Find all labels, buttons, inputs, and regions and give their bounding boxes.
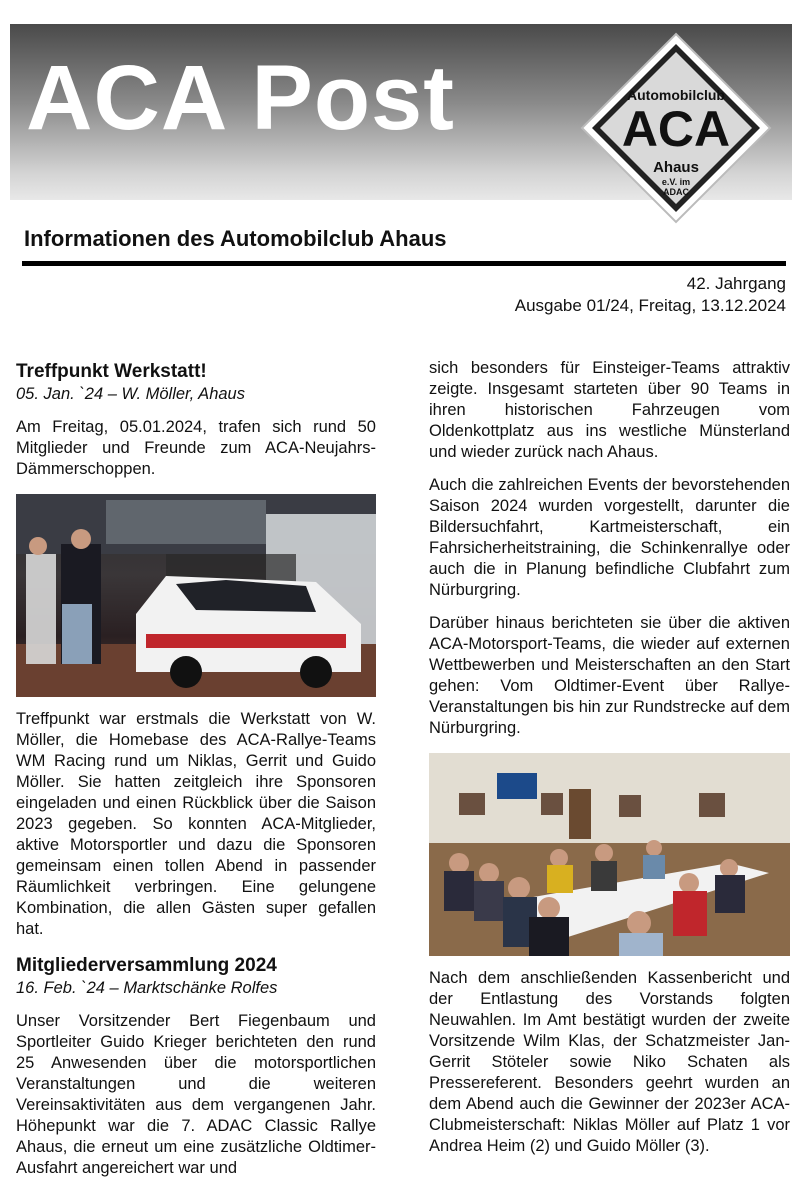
issue-edition: Ausgabe 01/24, Freitag, 13.12.2024 bbox=[514, 296, 786, 315]
photo-workshop-rally-car bbox=[16, 494, 376, 697]
article-paragraph: Darüber hinaus berichteten sie über die aktiven ACA-Motorsport-Teams, die wieder auf externen Wettbewerben und Meisterschaften an den Start gehen: Vom Oldtimer-Event über Rallye-Veranstaltungen bis hin zur Rundstrecke auf dem Nürburgring. bbox=[429, 614, 790, 737]
header-divider bbox=[22, 261, 786, 266]
article-byline-treffpunkt: 05. Jan. `24 – W. Möller, Ahaus bbox=[16, 385, 245, 403]
logo-text-ev1: e.V. im bbox=[661, 177, 691, 187]
article-byline-versammlung: 16. Feb. `24 – Marktschänke Rolfes bbox=[16, 979, 278, 997]
article-title-treffpunkt: Treffpunkt Werkstatt! bbox=[16, 361, 207, 382]
issue-volume: 42. Jahrgang bbox=[686, 274, 786, 293]
article-paragraph: Unser Vorsitzender Bert Fiegenbaum und Sportleiter Guido Krieger berichteten den rund 25 Anwesenden über die motorsportlichen Veranstaltungen und die weiteren Vereinsaktivitäten aus dem vergangenen Jahr. Höhepunkt war die 7. ADAC Classic Rallye Ahaus, die erneut um eine zusätzliche Oldtimer-Ausfahrt angereichert war und bbox=[16, 1012, 376, 1177]
club-logo bbox=[578, 30, 774, 226]
article-paragraph: Treffpunkt war erstmals die Werkstatt von W. Möller, die Homebase des ACA-Rallye-Teams WM Racing rund um Niklas, Gerrit und Guido Möller. Sie hatten zeitgleich ihre Sponsoren eingeladen und einen Rückblick über die Saison 2023 gegeben. So konnten ACA-Mitglieder, aktive Motorsportler und dazu die Sponsoren gemeinsam einen tollen Abend in passender Räumlichkeit verbringen. Eine gelungene Kombination, die allen Gästen super gefallen hat. bbox=[16, 710, 376, 938]
article-paragraph: Auch die zahlreichen Events der bevorstehenden Saison 2024 wurden vorgestellt, darunter die Bildersuchfahrt, Kartmeisterschaft, ein Fahrsicherheitstraining, die Schinkenrallye oder auch die in Planung befindliche Clubfahrt zum Nürburgring. bbox=[429, 476, 790, 599]
logo-text-main: ACA bbox=[621, 101, 731, 157]
article-title-versammlung: Mitgliederversammlung 2024 bbox=[16, 955, 277, 976]
right-column bbox=[429, 358, 790, 1157]
left-column bbox=[16, 360, 376, 1179]
article-paragraph: Am Freitag, 05.01.2024, trafen sich rund 50 Mitglieder und Freunde zum ACA-Neujahrs-Dämmerschoppen. bbox=[16, 418, 376, 478]
logo-text-city: Ahaus bbox=[653, 159, 699, 176]
article-paragraph: Nach dem anschließenden Kassenbericht und der Entlastung des Vorstands folgten Neuwahlen. Im Amt bestätigt wurden der zweite Vorsitzende Wilm Klas, der Schatzmeister Jan-Gerrit Stöteler sowie Niko Schaten als Pressereferent. Besonders geehrt wurden an dem Abend auch die Gewinner der 2023er ACA-Clubmeisterschaft: Niklas Möller auf Platz 1 vor Andrea Heim (2) und Guido Möller (3). bbox=[429, 969, 790, 1155]
article-paragraph: sich besonders für Einsteiger-Teams attraktiv zeigte. Insgesamt starteten über 90 Teams in ihren historischen Fahrzeugen vom Oldenkottplatz aus ins westliche Münsterland und wieder zurück nach Ahaus. bbox=[429, 359, 790, 461]
logo-text-top: Automobilclub bbox=[627, 87, 725, 103]
masthead-title: ACA Post bbox=[26, 47, 455, 149]
page-subtitle: Informationen des Automobilclub Ahaus bbox=[24, 226, 447, 251]
logo-text-ev2: ADAC bbox=[663, 187, 689, 197]
issue-info bbox=[515, 273, 786, 317]
photo-meeting-room bbox=[429, 753, 790, 956]
